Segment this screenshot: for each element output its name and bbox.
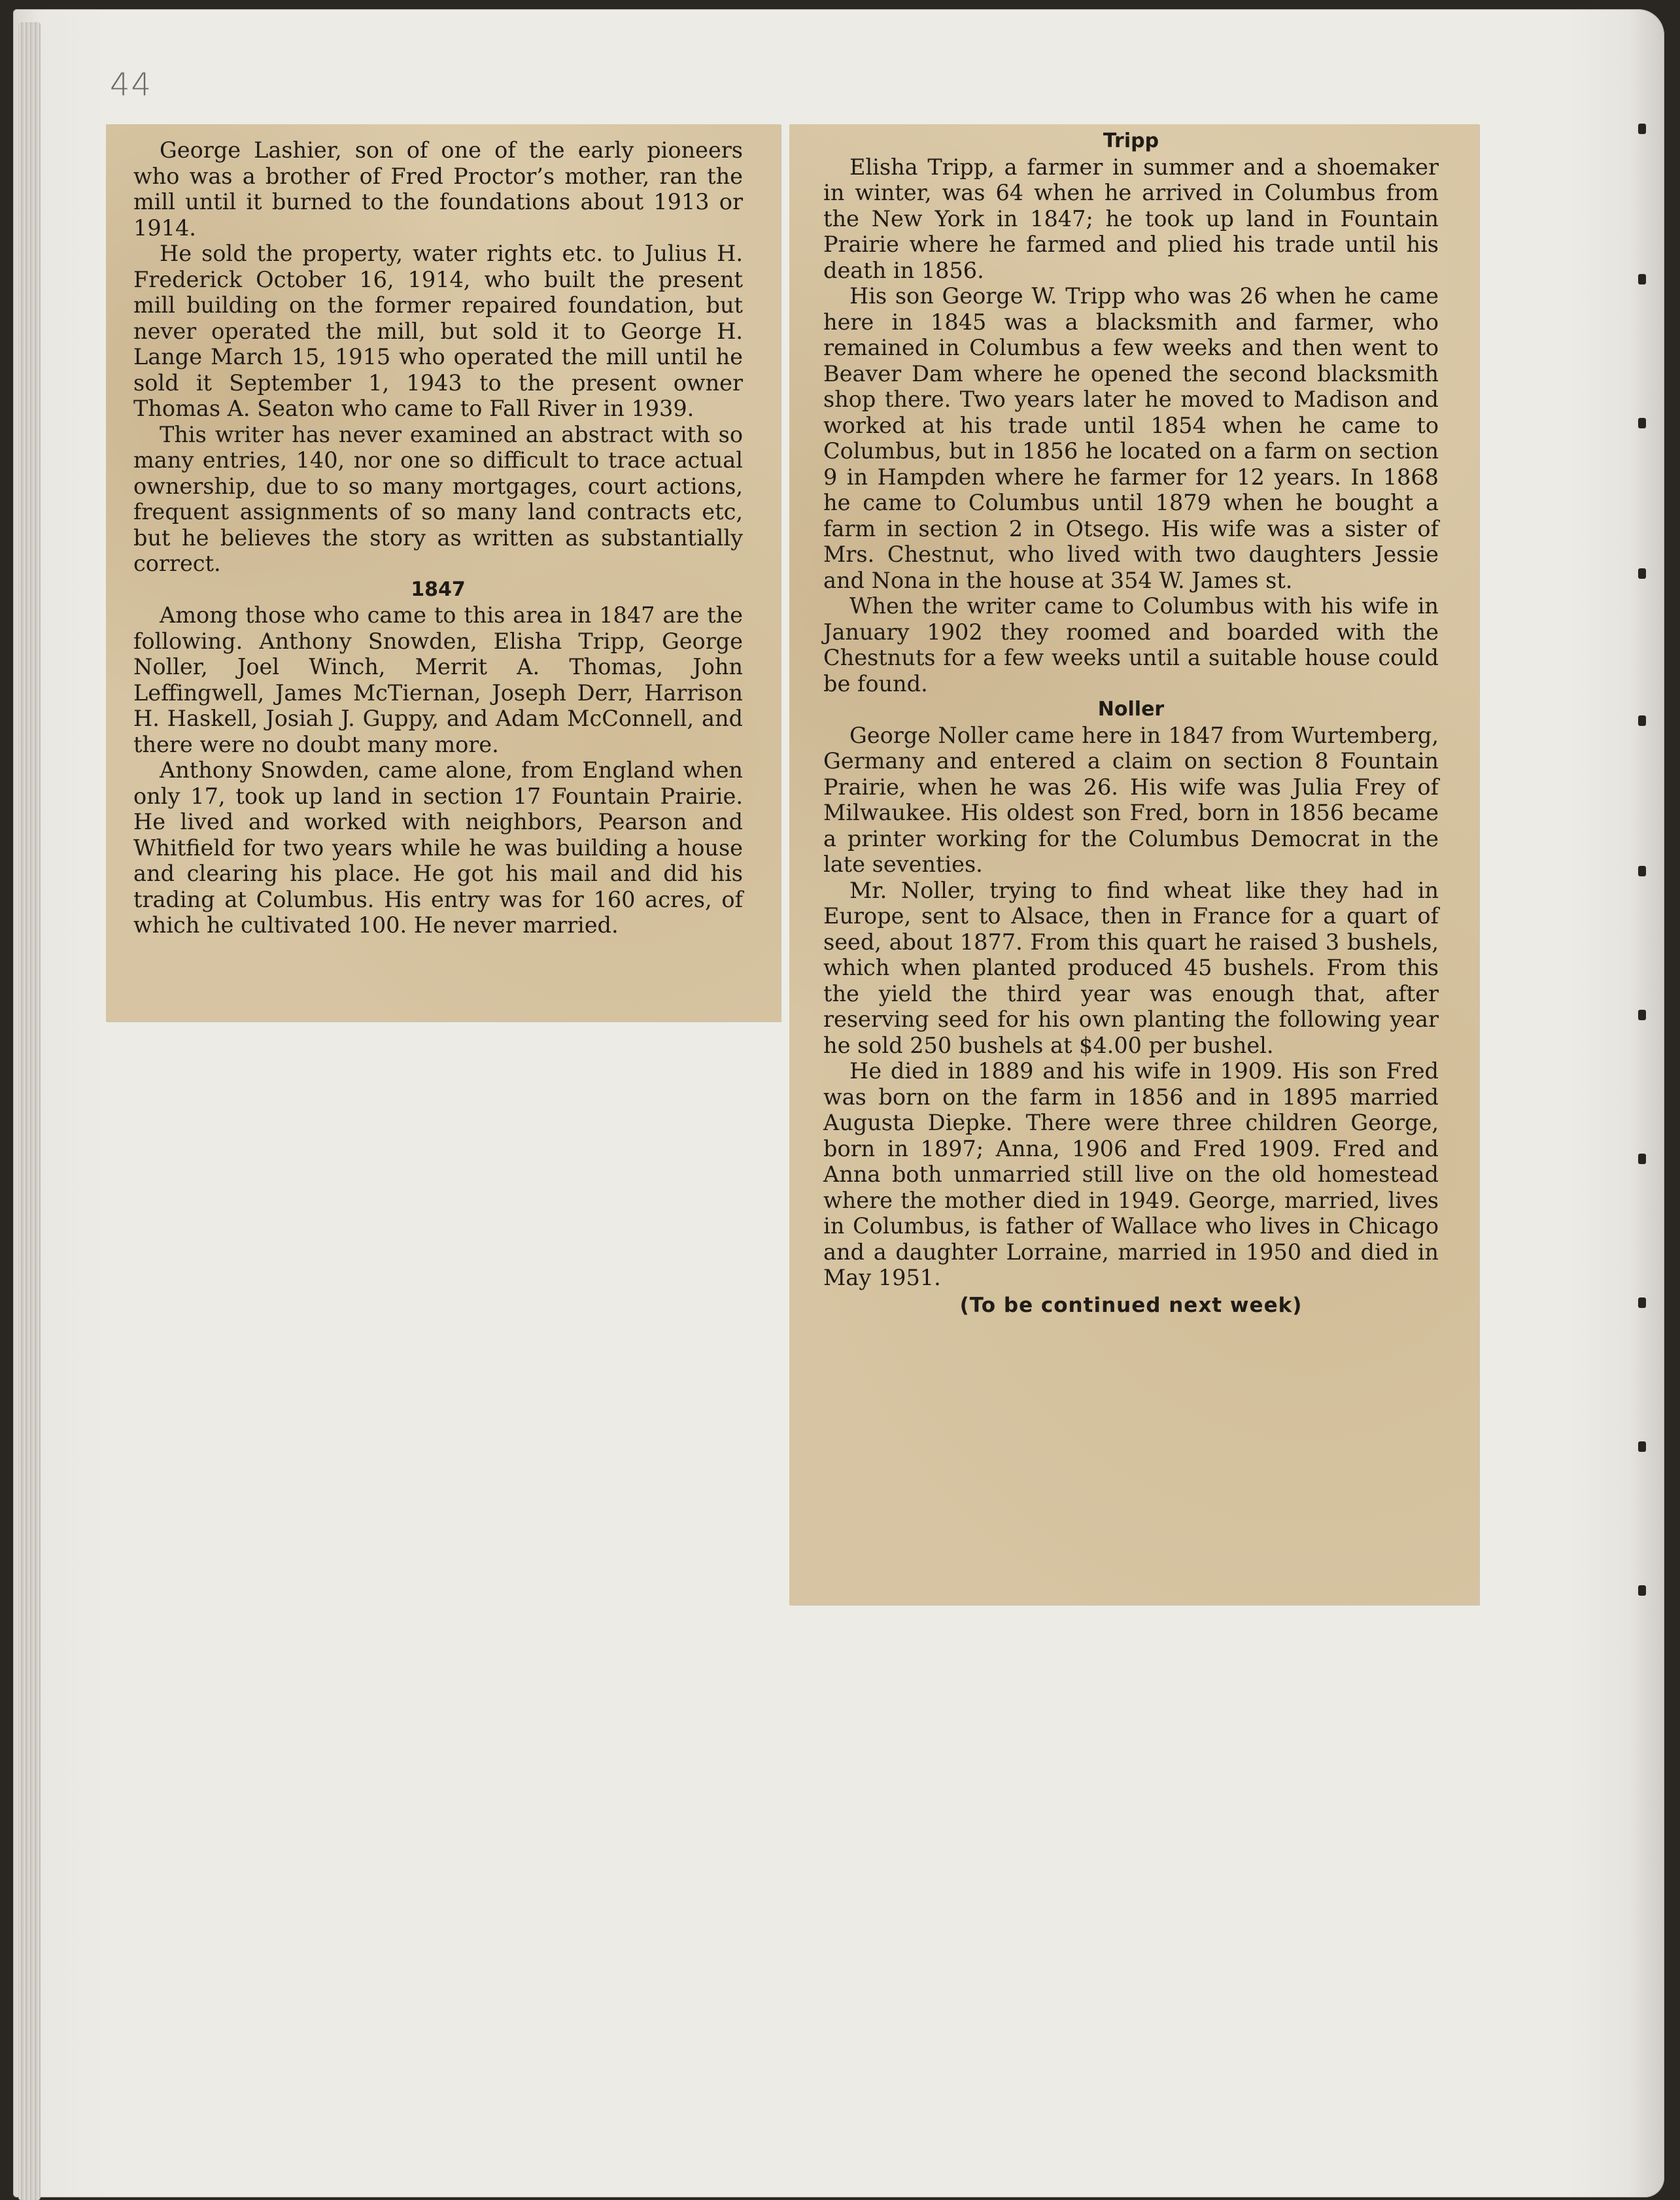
article-paragraph: Elisha Tripp, a farmer in summer and a shoemaker in winter, was 64 when he arrived in Columbus from the New York in 1847; he took up land in Fountain Prairie where he farmed and plied his trade until his death in 1856. [823,154,1439,283]
article-paragraph: Anthony Snowden, came alone, from England when only 17, took up land in section 17 Fountain Prairie. He lived and worked with neighbors, Pearson and Whitfield for two years while he was building a house and clearing his place. He got his mail and did his trading at Columbus. His entry was for 160 acres, of which he cultivated 100. He never married. [133,757,743,938]
section-heading-noller: Noller [1097,698,1165,721]
article-paragraph: He sold the property, water rights etc. to Julius H. Frederick October 16, 1914, who built the present mill building on the former repaired foundation, but never operated the mill, but sold it to George H. Lange March 15, 1915 who operated the mill until he sold it September 1, 1943 to the present owner Thomas A. Seaton who came to Fall River in 1939. [133,241,743,421]
article-paragraph: When the writer came to Columbus with his wife in January 1902 they roomed and boarded with the Chestnuts for a few weeks until a suitable house could be found. [823,593,1439,696]
continued-notice: (To be continued next week) [959,1293,1303,1317]
section-heading-tripp: Tripp [1103,129,1159,152]
newspaper-clipping-right [789,124,1479,1605]
article-paragraph: Mr. Noller, trying to find wheat like they had in Europe, sent to Alsace, then in France for a quart of seed, about 1877. From this quart he raised 3 bushels, which when planted produced 45 bushels. From this the yield the third year was enough that, after reserving seed for his own planting the following year he sold 250 bushels at $4.00 per bushel. [823,877,1439,1058]
article-paragraph: Among those who came to this area in 1847 are the following. Anthony Snowden, Elisha Tripp, George Noller, Joel Winch, Merrit A. Thomas, John Leffingwell, James McTiernan, Joseph Derr, Harrison H. Haskell, Josiah J. Guppy, and Adam McConnell, and there were no doubt many more. [133,602,743,757]
newspaper-clipping-left [106,124,781,1022]
article-paragraph: This writer has never examined an abstract with so many entries, 140, nor one so difficult to trace actual ownership, due to so many mortgages, court actions, frequent assignments of so many land contracts etc, but he believes the story as written as substantially correct. [133,421,743,576]
scrapbook-page [13,9,1664,2197]
article-paragraph: He died in 1889 and his wife in 1909. His son Fred was born on the farm in 1856 and in 1895 married Augusta Diepke. There were three children George, born in 1897; Anna, 1906 and Fred 1909. Fred and Anna both unmarried still live on the old homestead where the mother died in 1949. George, married, lives in Columbus, is father of Wallace who lives in Chicago and a daughter Lorraine, married in 1950 and died in May 1951. [823,1058,1439,1290]
article-paragraph: George Lashier, son of one of the early pioneers who was a brother of Fred Proctor’s mother, ran the mill until it burned to the foundations about 1913 or 1914. [133,137,743,241]
section-heading-1847: 1847 [411,577,466,601]
article-paragraph: George Noller came here in 1847 from Wurtemberg, Germany and entered a claim on section 8 Fountain Prairie, when he was 26. His wife was Julia Frey of Milwaukee. His oldest son Fred, born in 1856 became a printer working for the Columbus Democrat in the late seventies. [823,722,1439,877]
article-paragraph: His son George W. Tripp who was 26 when he came here in 1845 was a blacksmith and farmer, who remained in Columbus a few weeks and then went to Beaver Dam where he opened the second blacksmith shop there. Two years later he moved to Madison and worked at his trade until 1854 when he came to Columbus, but in 1856 he located on a farm on section 9 in Hampden where he farmer for 12 years. In 1868 he came to Columbus until 1879 when he bought a farm in section 2 in Otsego. His wife was a sister of Mrs. Chestnut, who lived with two daughters Jessie and Nona in the house at 354 W. James st. [823,283,1439,593]
page-number: 44 [110,67,153,103]
page-edges [18,22,41,2200]
